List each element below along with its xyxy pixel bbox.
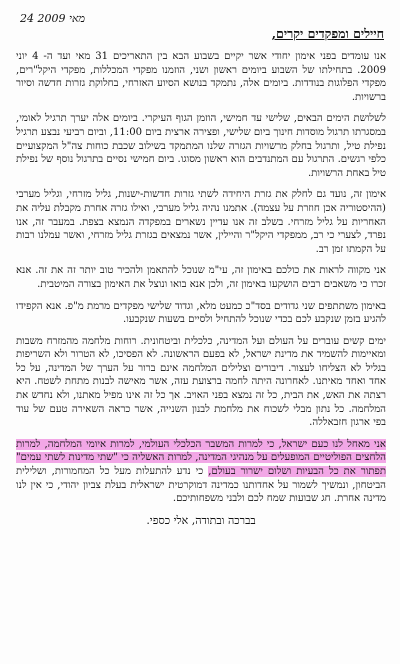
letter-date: 24 מאי 2009: [20, 12, 86, 25]
paragraph-text: לשלושת הימים הבאים, שלישי עד חמישי, הוזמן הגוף העיקרי. ביומים אלה יערך תרגיל לאומי, במסגרתו תרגול מוסדות חינוך ביום שלישי, ופצירה ארצית ביום 11:00, וביום רביעי נבצע תרגיל נפילת טיל, ותרגול בחלק מרשויות הגזרה שלנו המתמקד בשילוב שכבת כוחות צה"ל המקצועיים כלפי רגשים. התרגול עם המתנדבים הוא ראשון מסוגו. ביום חמישי נסיים בתרגול נוסף של נפילת טיל באחת הרשויות.: [16, 113, 386, 179]
paragraph-text: באימון משתתפים שני גדודים בסד"כ כמעט מלא, וגדוד שלישי מפקדים מרמת מ"פ. אנא הקפידו להגיע בזמן שנקבע לכם בכדי שנוכל להתחיל ולסיים בשעות שנקבעו.: [16, 300, 386, 326]
paragraph-main-days: [16, 112, 386, 180]
paragraph-text: אני מקווה לראות את כולכם באימון זה, עי"מ שנוכל להתאמן ולהכיר טוב יותר זה את זה. אנא זכרו כי משאבים רבים הושקעו באימון זה, ולכן אנא בואו ונוצל את האימון בצורה המיטבית.: [16, 265, 386, 290]
paragraph-attendance: [16, 264, 386, 291]
paragraph-wishes: [16, 438, 386, 506]
paragraph-text: כי נדע להתעלות מעל כל המחמורות, ושלילית הביטחון, ונמשיך לשמור על אחדותנו כמדינה דמוקרטית ישראלית בעלת צביון יהודי, כי אין לנו מדינה אחרת. חג שבועות שמח לכם ולבני משפחותיכם.: [16, 466, 386, 505]
paragraph-sector-split: [16, 188, 386, 256]
letter-salutation: חיילים ומפקדים יקרים,: [271, 26, 384, 41]
paragraph-text: אימון זה, נועד גם לחלק את גזרת היחידה לשתי גזרות חדשות-ישנות, גליל מזרחי, וגליל מערבי (ההיסטוריה אכן חוזרת על עצמה). אתמנו נהיה גליל מערבי, ואילו גזרה אחרת מקבלת עליה את האחריות על גליל מזרחי. בשלב זה אנו עדיין נשארים במפקדה הנמצא בצפת. במעבר זה, אנו נפרד, לצערי כי רב, ממפקדי היקל"ר והיילין, אשר נמצאים בגזרת גליל מזרחי, ואשר עמלנו רבות על הקמתו זמן רב.: [16, 189, 386, 255]
paragraph-participants: [16, 300, 386, 327]
paragraph-text: אנו עומדים בפני אימון יחודי אשר יקיים בשבוע הבא בין התאריכים 31 מאי ועד ה- 4 יוני 2009. בתחילתו של השבוע ביומים ראשון ושני, הוזמנו מפקדי המכללות, מפקדי היקל"רים, מפקדי הפלוגות בנודדות. ביומים אלה, נתמקד בנושא הסיוע האזרחי, בחלוקת גזרות חדשה וסיור ברשויות.: [16, 51, 387, 103]
paragraph-text: ימים קשים עוברים על העולם ועל המדינה, כלכלית וביטחונית. רוחות מלחמה מהמזרח משבות ומאיימות להשמיד את מדינת ישראל, לא בפעם הראשונה. לא הפסיכו, לא הטרור ולא השריפות בגליל לא הצליחו לעצור. דיבורים וצלילים המלחמה אינם ברור על הערך של המדינה, על כל אחד ואחד מאיתנו. לאחרונה היתה לחמה ברצועת עזה, אשר מאישה לבנות מתחת לשטח. היא רצתה את האש, את הבית, כל זה נמצא בפני האויב. אך כל זה אינו מפיל מאתנו, ולא נחדש את המלחמה. כל נתון מבלי לשכוח את מלחמת לבנון השנייה, אשר כראה השאירה טעם של עוד בפי ארגון חזבאללה.: [16, 335, 386, 429]
paragraph-hard-times: [16, 335, 386, 430]
letter-signature: בברכה ובתודה, אלי כספי.: [146, 513, 256, 527]
highlighted-text: אני מאחל לנו כעם ישראל, כי למרות המשבר הכלכלי העולמי, למרות איומי המלחמה, למרות הלחצים הפוליטיים המופעלים על מנהיגי המדינה, למרות האשליה כי "שתי מדינות לשתי עמים" תפתור את כל הבעיות ושלום ישרור בעולם,: [16, 438, 386, 478]
paragraph-exercise-intro: [16, 50, 386, 104]
